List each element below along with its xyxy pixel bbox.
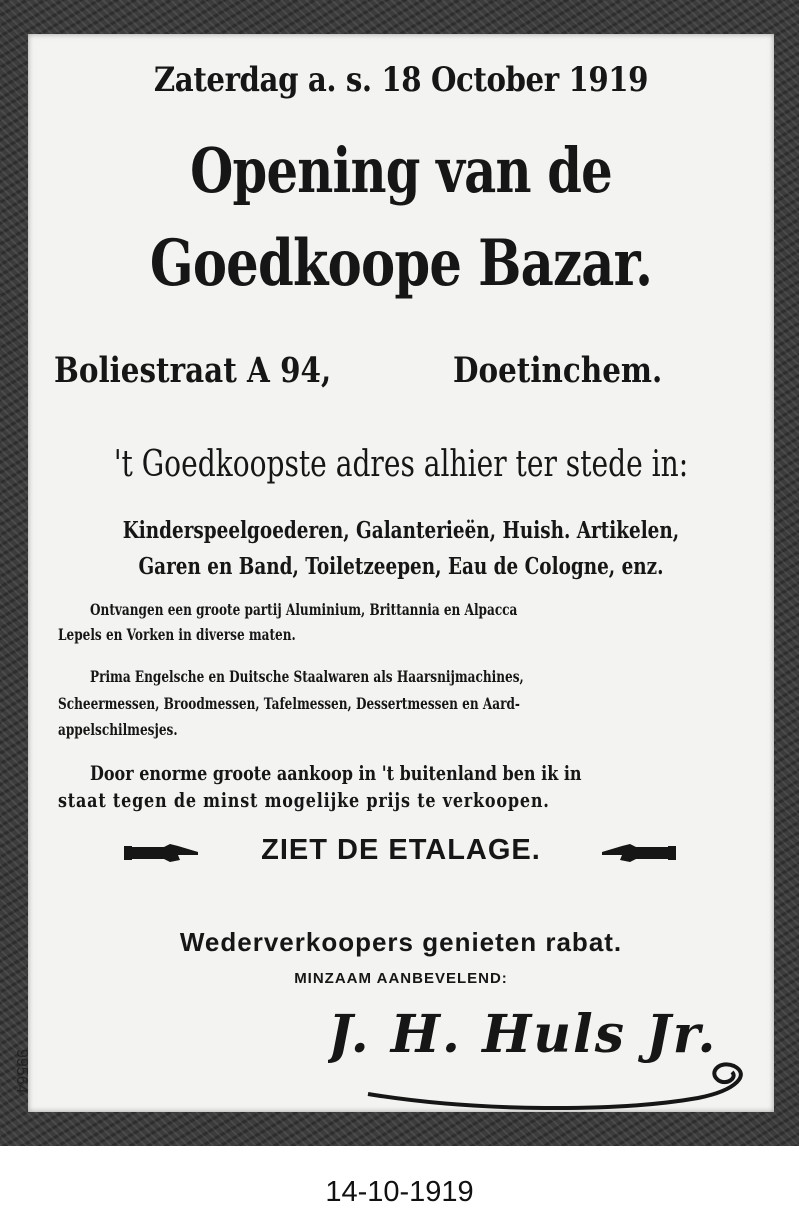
address-city: Doetinchem. — [453, 350, 663, 391]
archive-code: 99564 — [13, 1049, 30, 1094]
caption-date: 14-10-1919 — [325, 1176, 474, 1208]
address-street: Boliestraat A 94, — [54, 350, 332, 391]
aluminium-line-1: Ontvangen een groote partij Aluminium, Brittannia en Alpacca — [90, 600, 518, 619]
goods-line-2: Garen en Band, Toiletzeepen, Eau de Cologne, enz. — [138, 553, 664, 580]
steel-line-2: Scheermessen, Broodmessen, Tafelmessen, Dessertmessen en Aard- — [58, 694, 520, 713]
aluminium-line-2: Lepels en Vorken in diverse maten. — [58, 625, 296, 644]
signature-flourish — [358, 1054, 758, 1114]
title-line-1: Opening van de — [190, 134, 612, 207]
steel-line-3: appelschilmesjes. — [58, 720, 178, 739]
cheapest-address-line: 't Goedkoopste adres alhier ter stede in: — [113, 444, 689, 485]
advertisement-paper — [13, 34, 774, 1112]
address-line — [54, 350, 760, 391]
purchase-line-1: Door enorme groote aankoop in 't buitenland ben ik in — [90, 761, 582, 785]
signature: J. H. Huls Jr. — [328, 1004, 718, 1065]
steel-line-1: Prima Engelsche en Duitsche Staalwaren als Haarsnijmachines, — [90, 667, 524, 686]
recommendation-line: MINZAAM AANBEVELEND: — [294, 970, 508, 987]
window-display-line: ZIET DE ETALAGE. — [261, 834, 541, 866]
goods-line-1: Kinderspeelgoederen, Galanterieën, Huish. Artikelen, — [122, 517, 680, 544]
date-line: Zaterdag a. s. 18 October 1919 — [153, 60, 649, 100]
pointing-hand-left-icon — [600, 842, 676, 864]
title-line-2: Goedkoope Bazar. — [149, 226, 653, 301]
purchase-line-2: staat tegen de minst mogelijke prijs te verkoopen. — [58, 788, 550, 812]
reseller-discount-line: Wederverkoopers genieten rabat. — [179, 927, 623, 957]
